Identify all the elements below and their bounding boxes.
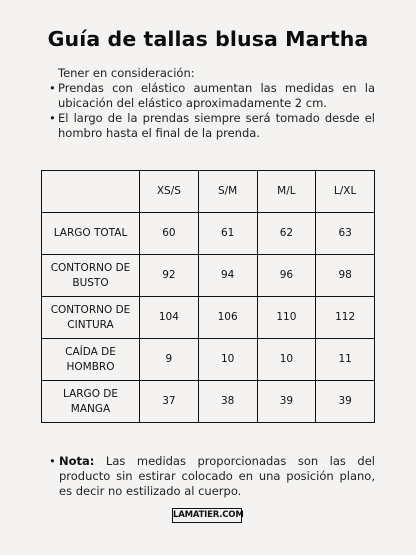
table-row [42, 255, 375, 297]
measure-cell: 106 [198, 297, 257, 339]
header-cell-size: S/M [198, 171, 257, 213]
measure-cell: 94 [198, 255, 257, 297]
header-cell-size: XS/S [140, 171, 199, 213]
table-row [42, 339, 375, 381]
intro-bullet: • El largo de la prendas siempre será tomado desde el hombro hasta el final de la prenda. [49, 111, 375, 141]
note-text: Las medidas proporcionadas son las del producto sin estirar colocado en una posición plano, es decir no estilizado al cuerpo. [59, 454, 375, 498]
row-label: LARGO DE MANGA [42, 381, 140, 423]
table-row [42, 213, 375, 255]
table-row [42, 381, 375, 423]
measure-cell: 11 [316, 339, 375, 381]
measure-cell: 38 [198, 381, 257, 423]
measure-cell: 10 [257, 339, 316, 381]
intro-bullet-list [49, 81, 375, 141]
measure-cell: 98 [316, 255, 375, 297]
measure-cell: 39 [257, 381, 316, 423]
measure-cell: 61 [198, 213, 257, 255]
size-header-row [42, 171, 375, 213]
header-cell-size: L/XL [316, 171, 375, 213]
measure-cell: 92 [140, 255, 199, 297]
measure-cell: 110 [257, 297, 316, 339]
page-title: Guía de tallas blusa Martha [47, 27, 369, 51]
measure-cell: 63 [316, 213, 375, 255]
measure-cell: 10 [198, 339, 257, 381]
measure-cell: 37 [140, 381, 199, 423]
row-label: LARGO TOTAL [42, 213, 140, 255]
intro-lead: Tener en consideración: [58, 66, 195, 80]
note-paragraph [49, 454, 375, 499]
row-label: CONTORNO DE BUSTO [42, 255, 140, 297]
intro-section [49, 66, 375, 141]
measure-cell: 96 [257, 255, 316, 297]
header-cell-size: M/L [257, 171, 316, 213]
table-row [42, 297, 375, 339]
intro-bullet: • Prendas con elástico aumentan las medidas en la ubicación del elástico aproximadamente 2 cm. [49, 81, 375, 111]
note-label: Nota: [59, 454, 95, 468]
measure-cell: 60 [140, 213, 199, 255]
measure-cell: 62 [257, 213, 316, 255]
measure-cell: 9 [140, 339, 199, 381]
size-table [41, 170, 375, 423]
measure-cell: 39 [316, 381, 375, 423]
measure-cell: 112 [316, 297, 375, 339]
header-cell-empty [42, 171, 140, 213]
brand-logo: LAMATIER.COM [172, 508, 242, 523]
row-label: CONTORNO DE CINTURA [42, 297, 140, 339]
row-label: CAÍDA DE HOMBRO [42, 339, 140, 381]
measure-cell: 104 [140, 297, 199, 339]
